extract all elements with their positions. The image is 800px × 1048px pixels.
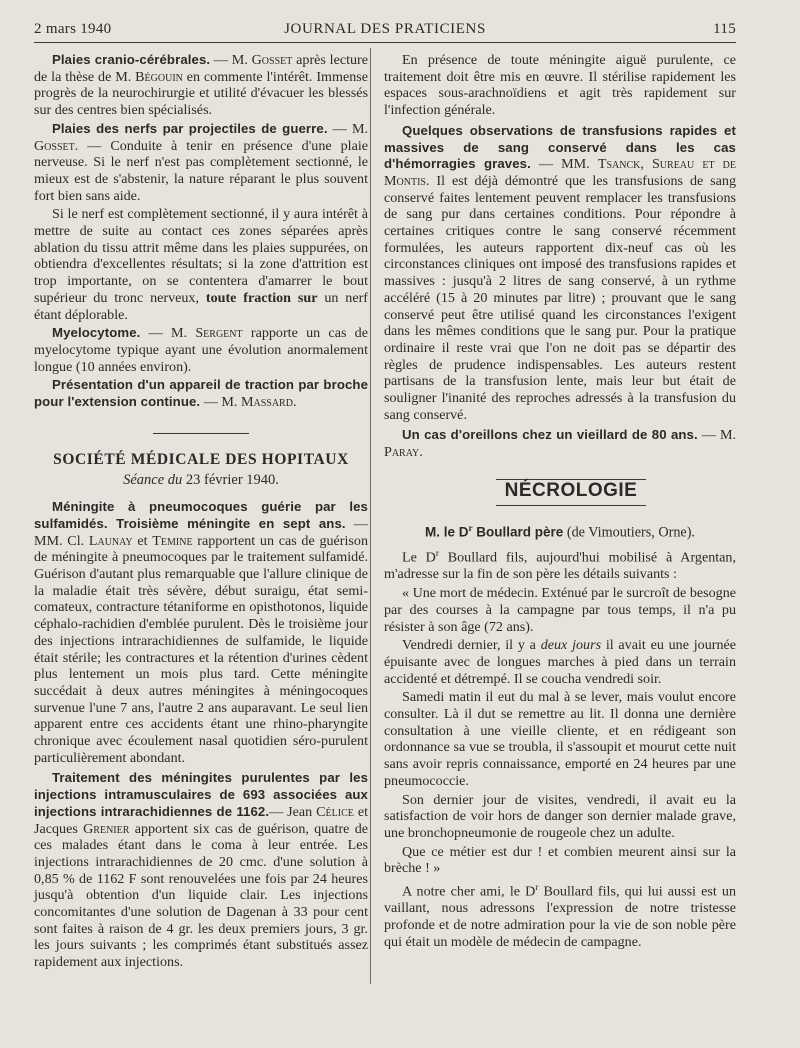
text: Si le nerf est complètement sectionné, il y aura intérêt à mettre de suite au contact ces zones séparées après ablation du tissu attrit même dans les plaies suppurées, on obtiendra d'excellentes résultats; si la zone d'attrition est trop importante, on se contentera d'amarrer le bout supérieur du tronc nerveux, bbox=[34, 206, 368, 306]
text: . bbox=[419, 444, 423, 461]
text: . bbox=[292, 394, 297, 411]
text: Le D bbox=[402, 549, 436, 566]
article-title: Plaies cranio-cérébrales. bbox=[52, 52, 211, 67]
obituary-paragraph bbox=[384, 545, 736, 583]
section-title: SOCIÉTÉ MÉDICALE DES HOPITAUX bbox=[53, 450, 349, 468]
obituary-paragraph: Son dernier jour de visites, vendredi, il avait eu la satisfaction de voir hors de danger son dernier malade grave, une bronchopneumonie de rougeole chez un adulte. bbox=[384, 791, 736, 841]
text: il avait eu une journée épuisante avec de longues marches à pied dans un terrain accidenté et détrempé. Il se coucha vendredi soir. bbox=[384, 637, 737, 687]
text: et bbox=[132, 532, 153, 549]
text: rapportent un cas de guérison de méningite à pneumocoques par le traitement sulfamidé. Guérison d'autant plus remarquable que l'allure clinique de la maladie était très sévère, début suraigu, état semi-comateux, contracture tétaniforme en opisthotonos, liquide céphalo-rachidien d'emblée purulent. Dès le troisième jour des injections intrarachidiennes de sulfamide, le liquide était stérile; les contractures et la rétention d'urines cèdent plus lentement un mois plus tard. Cette méningite succédait à deux autres méningites à méningocoques survenue l'une 7 ans, l'autre 2 ans auparavant. Le seul lien apparent entre ces accidents étant une rhino-pharyngite chronique avec écoulement nasal quotidien séro-purulent particulièrement abondant. bbox=[34, 532, 368, 766]
text: apportent six cas de guérison, quatre de ces malades étant dans le coma à leur entrée. Les injections intrarachidiennes de 20 cmc. d'une solution à 0,85 % de 1162 F sont renouvelées une fois par 24 heures jusqu'à obtention d'un liquide clair. Les injections concomitantes d'une solution de Dagenan à 33 pour cent sont faites à raison de 4 gr. les deux premiers jours, 3 gr. les jours suivants ; les comprimés étant substitués assez rapidement aux injections. bbox=[34, 820, 368, 971]
column-divider bbox=[370, 48, 371, 984]
author-name: Gosset bbox=[251, 52, 293, 68]
text: après lecture de la thèse de M. bbox=[34, 52, 368, 85]
text: (de Vimoutiers, Orne). bbox=[563, 524, 695, 541]
text: Vendredi dernier, il y a bbox=[402, 637, 541, 654]
article-plaies-cranio bbox=[34, 52, 368, 119]
text: . bbox=[275, 472, 279, 489]
author-name: Temine bbox=[152, 532, 193, 549]
seance-date bbox=[34, 472, 368, 489]
article-title: Un cas d'oreillons chez un vieillard de 80 ans. bbox=[402, 427, 698, 443]
article-transfusions bbox=[384, 123, 736, 424]
author-name: Paray bbox=[384, 444, 420, 461]
text: et Jacques bbox=[34, 803, 368, 837]
text: — M. bbox=[697, 427, 736, 444]
text: . Il est déjà démontré que les transfusions de sang conservé faites lentement peuvent remplacer les transfusions de sang pur dans certaines conditions. Pour répondre à certaines critiques contre le sang conservé récemment formulées, les auteurs rapportent dix-neuf cas où les circonstances cliniques ont imposé des transfusions rapides et massives : jusqu'à 2 litres de sang conservé, à un rythme accéléré (15 à 20 minutes par litre) ; prouvant que le sang conservé peut être utilisé quand les circonstances l'exigent dans les mêmes conditions que le sang pur. Pour la pratique ordinaire il reste vrai que l'on ne doit pas se départir des règles de prudence indispensables. Les auteurs restent partisans de la transfusion lente, mais leur but était de souligner l'inanité des reproches adressés à la transfusion du sang conservé. bbox=[384, 172, 736, 423]
author-name: Grenier bbox=[83, 820, 130, 837]
obituary-subject bbox=[384, 520, 736, 541]
article-plaies-nerfs-p2 bbox=[34, 206, 368, 323]
article-myelocytome bbox=[34, 325, 368, 375]
text: — MM. bbox=[530, 156, 598, 173]
article-continuation: En présence de toute méningite aiguë purulente, ce traitement doit être mis en œuvre. Il stérilise rapidement les espaces sous-arachnoïdiens et agit très rapidement sur l'infection générale. bbox=[384, 52, 736, 119]
text: . — Conduite à tenir en présence d'une plaie nerveuse. Si le nerf n'est pas complètement sectionné, le mieux est de s'abstenir, la nature réparant le plus souvent fort bien sans aide. bbox=[34, 137, 368, 204]
article-traitement-meningites bbox=[34, 770, 368, 970]
header-journal-title: JOURNAL DES PRATICIENS bbox=[284, 21, 486, 37]
text: — M. bbox=[200, 394, 241, 411]
article-title: Traitement des méningites purulentes par les injections intramusculaires de 693 associées aux injections intrarachidiennes de 1162. bbox=[34, 770, 368, 819]
text: Séance du bbox=[123, 472, 186, 489]
article-traction-broche bbox=[34, 377, 368, 410]
text: en commente l'intérêt. Immense progrès de la neurochirurgie et utilité d'évacuer les blessés sur des centres bien spécialisés. bbox=[34, 68, 368, 119]
author-name: Gosset bbox=[34, 137, 75, 154]
text: — M. bbox=[327, 120, 368, 137]
article-title: Méningite à pneumocoques guérie par les sulfamidés. Troisième méningite en sept ans. bbox=[34, 499, 368, 531]
section-separator bbox=[153, 433, 249, 434]
obituary-paragraph bbox=[384, 879, 736, 951]
article-title: Quelques observations de transfusions rapides et massives de sang conservé dans les cas d'hémorragies graves. bbox=[384, 122, 736, 172]
text: rapporte un cas de myelocytome typique ayant une évolution anormalement longue (10 années environ). bbox=[34, 325, 368, 375]
right-column bbox=[384, 52, 736, 953]
text: — M. bbox=[210, 52, 252, 68]
author-name: Sergent bbox=[195, 325, 243, 342]
obituary-paragraph: Que ce métier est dur ! et combien meurent ainsi sur la brèche ! » bbox=[384, 843, 736, 877]
section-title: NÉCROLOGIE bbox=[504, 479, 638, 501]
text: — Jean bbox=[269, 803, 317, 820]
emphasis: toute fraction sur bbox=[205, 289, 318, 306]
article-plaies-nerfs bbox=[34, 121, 368, 205]
text: — MM. Cl. bbox=[34, 515, 368, 549]
article-oreillons bbox=[384, 427, 736, 460]
emphasis: deux jours bbox=[540, 637, 602, 654]
text: — M. bbox=[140, 325, 196, 342]
article-title: Myelocytome. bbox=[52, 325, 141, 341]
person-name: Boullard père bbox=[472, 524, 564, 540]
text: un nerf étant déplorable. bbox=[34, 289, 368, 323]
obituary-paragraph bbox=[384, 637, 736, 687]
text: Boullard fils, qui lui aussi est un vaillant, nous adressons l'expression de notre tristesse profonde et de notre admiration pour la vie de son noble père qui était un modèle de médecin de campagne. bbox=[384, 883, 737, 950]
text: r bbox=[535, 882, 539, 893]
author-name: Massard bbox=[240, 394, 293, 411]
header-page-number: 115 bbox=[713, 21, 736, 37]
text: Boullard fils, aujourd'hui mobilisé à Argentan, m'adresse sur la fin de son père les détails suivants : bbox=[384, 549, 736, 583]
author-name: Bégouin bbox=[135, 68, 183, 85]
author-name: Launay bbox=[88, 532, 133, 549]
left-column bbox=[34, 52, 368, 973]
text: r bbox=[468, 522, 473, 533]
date: 23 février 1940 bbox=[185, 472, 276, 489]
article-meningite-pneumocoques bbox=[34, 499, 368, 766]
necrologie-heading bbox=[496, 479, 646, 506]
author-name: Célice bbox=[316, 803, 354, 820]
text: M. le D bbox=[425, 524, 469, 540]
header-date: 2 mars 1940 bbox=[34, 21, 112, 37]
article-title: Plaies des nerfs par projectiles de guerre. bbox=[52, 120, 328, 136]
author-name: Tsanck, Sureau et de Montis bbox=[384, 156, 736, 189]
text: r bbox=[435, 548, 439, 559]
obituary-paragraph: Samedi matin il eut du mal à se lever, mais voulut encore consulter. Là il dut se remettre au lit. Il donna une dernière consultation à une vieille cliente, et en rédigeant son ordonnance sa vue se troubla, il s'assoupit et mourut cette nuit sans avoir repris connaissance, emporté en 24 heures par une pneumococcie. bbox=[384, 689, 736, 789]
page-header bbox=[34, 18, 736, 43]
obituary-paragraph: « Une mort de médecin. Exténué par le surcroît de besogne par des courses à la campagne par tous temps, il n'a pu résister à son âge (72 ans). bbox=[384, 585, 736, 635]
text: A notre cher ami, le D bbox=[402, 883, 536, 900]
article-title: Présentation d'un appareil de traction par broche pour l'extension continue. bbox=[34, 377, 368, 410]
